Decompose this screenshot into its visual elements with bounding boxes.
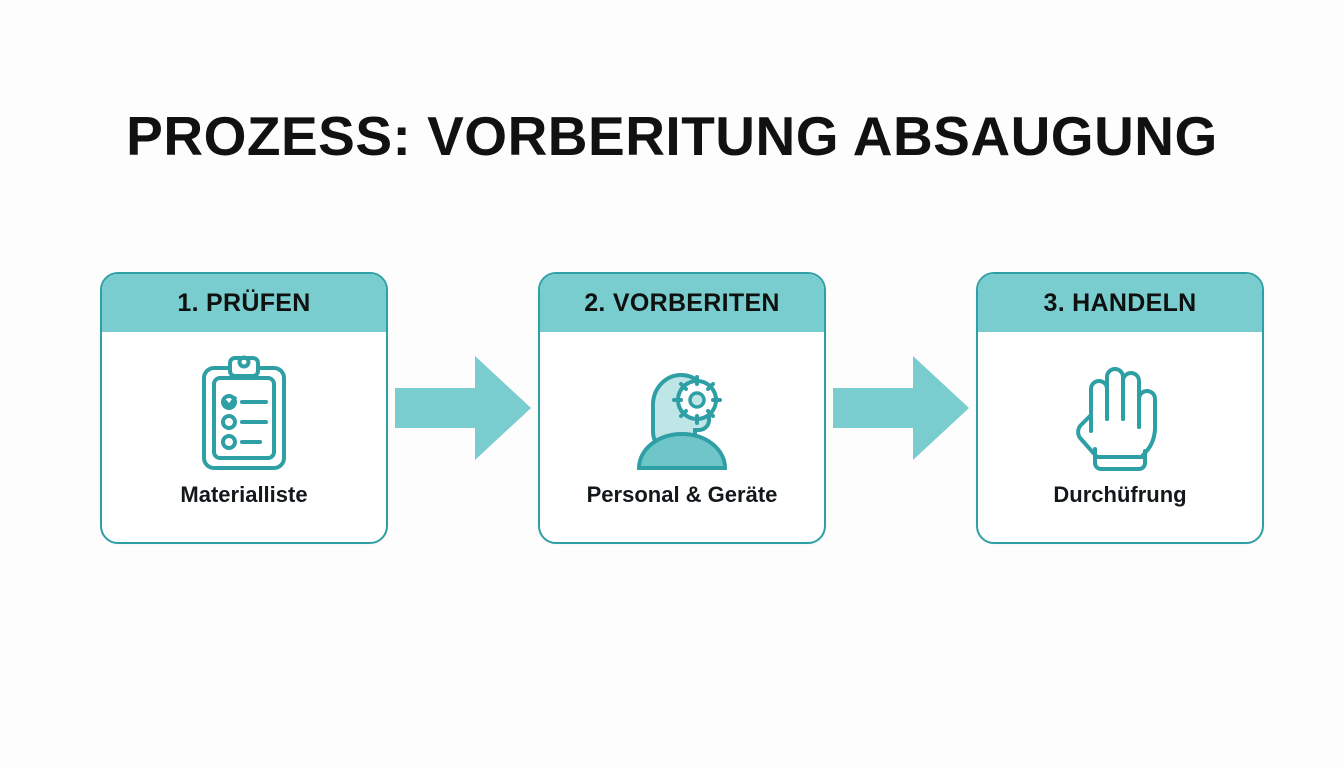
step-2-label: Personal & Geräte	[586, 482, 778, 507]
hand-glove-icon	[1069, 350, 1171, 480]
process-flow	[100, 272, 1244, 548]
page-title: PROZESS: VORBERITUNG ABSAUGUNG	[126, 105, 1218, 167]
step-3-header: 3. HANDELN	[978, 274, 1262, 332]
step-1-header: 1. PRÜFEN	[102, 274, 386, 332]
step-1-body	[102, 332, 386, 542]
clipboard-checklist-icon	[192, 350, 296, 480]
process-step-1[interactable]	[100, 272, 388, 544]
step-2-header: 2. VORBERITEN	[540, 274, 824, 332]
process-step-3[interactable]	[976, 272, 1264, 544]
arrow-right-icon	[826, 272, 976, 544]
process-step-2[interactable]	[538, 272, 826, 544]
step-2-body	[540, 332, 824, 542]
step-3-body	[978, 332, 1262, 542]
person-gear-head-icon	[623, 350, 741, 480]
arrow-right-icon	[388, 272, 538, 544]
step-1-label: Materialliste	[180, 482, 308, 507]
step-3-label: Durchüfrung	[1053, 482, 1187, 507]
